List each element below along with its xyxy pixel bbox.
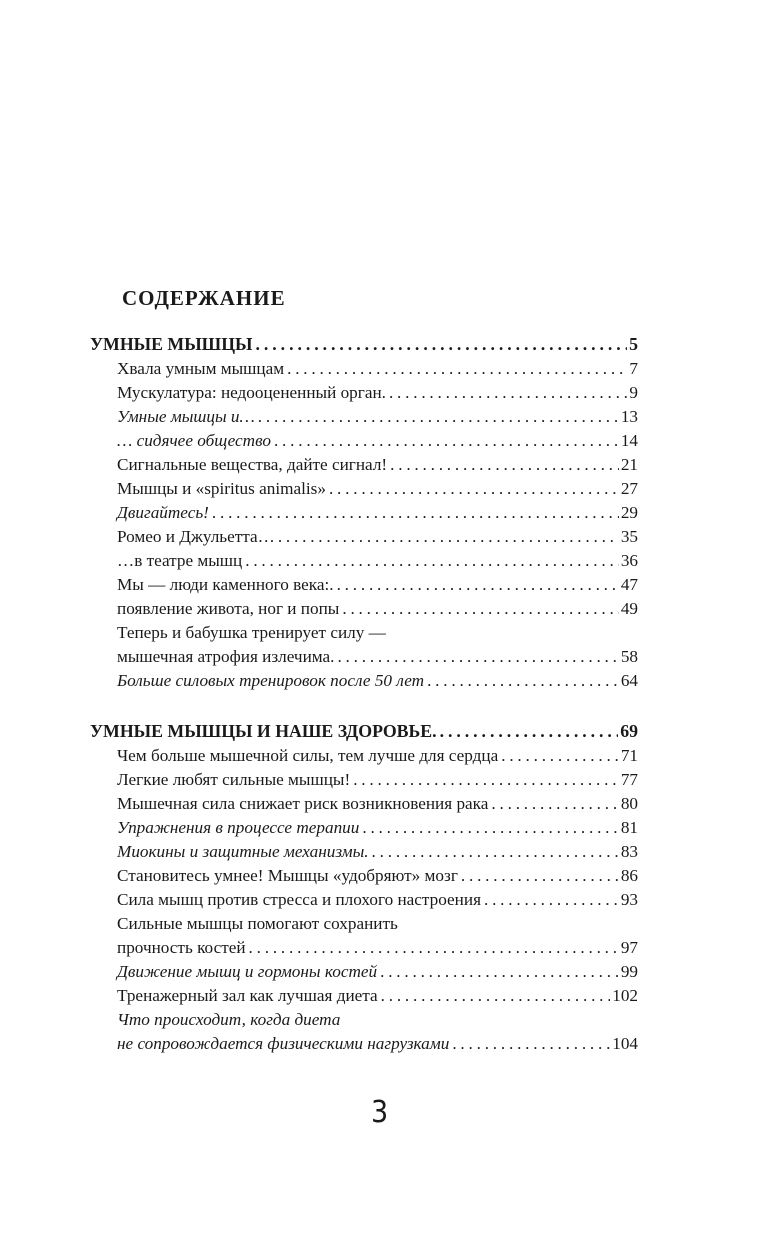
toc-entry-title: УМНЫЕ МЫШЦЫ	[90, 334, 253, 354]
toc-entry[interactable]	[90, 744, 638, 768]
toc-page-number: 58	[620, 647, 638, 666]
leader-dots	[278, 525, 619, 549]
toc-entry[interactable]	[90, 381, 638, 405]
page-number: 3	[370, 1095, 389, 1130]
toc-entry[interactable]	[90, 984, 638, 1008]
leader-dots	[256, 331, 628, 357]
toc-title: СОДЕРЖАНИЕ	[122, 286, 286, 310]
toc-entry-title: Миокины и защитные механизмы.	[117, 842, 369, 861]
toc-page-number: 81	[620, 818, 638, 837]
toc-entry[interactable]	[90, 621, 638, 645]
toc-entry[interactable]	[90, 501, 638, 525]
toc-entry-title: не сопровождается физическими нагрузками	[117, 1034, 450, 1053]
toc-entry-title: Мускулатура: недооцененный орган.	[117, 383, 386, 402]
toc-entry[interactable]	[90, 936, 638, 960]
leader-dots	[337, 645, 618, 669]
leader-dots	[390, 453, 619, 477]
leader-dots	[258, 405, 619, 429]
toc-page-number: 14	[620, 431, 638, 450]
leader-dots	[381, 984, 611, 1008]
toc-entry-title: Сигнальные вещества, дайте сигнал!	[117, 455, 388, 474]
leader-dots	[380, 960, 619, 984]
toc-page-number: 71	[620, 746, 638, 765]
toc-page-number: 102	[612, 986, 638, 1005]
toc-page-number: 93	[620, 890, 638, 909]
toc-entry[interactable]	[90, 1032, 638, 1056]
toc-page-number: 97	[620, 938, 638, 957]
toc-section[interactable]	[90, 718, 638, 744]
toc-entry[interactable]	[90, 1008, 638, 1032]
leader-dots	[389, 381, 627, 405]
toc-entry-title: Легкие любят сильные мышцы!	[117, 770, 351, 789]
toc-page-number: 80	[620, 794, 638, 813]
toc-entry-title: Теперь и бабушка тренирует силу —	[117, 623, 386, 642]
toc-page-number: 83	[620, 842, 638, 861]
toc-page-number: 104	[612, 1034, 638, 1053]
leader-dots	[461, 864, 619, 888]
toc-entry-title: Двигайтесь!	[117, 503, 209, 522]
leader-dots	[337, 573, 619, 597]
toc-page-number: 69	[620, 721, 638, 741]
toc-page-number: 27	[620, 479, 638, 498]
toc-entry[interactable]	[90, 429, 638, 453]
leader-dots	[484, 888, 619, 912]
toc-entry-title: Движение мышц и гормоны костей	[117, 962, 378, 981]
toc-page-number: 86	[620, 866, 638, 885]
toc-entry[interactable]	[90, 405, 638, 429]
toc-page-number: 13	[620, 407, 638, 426]
toc-page-number: 9	[629, 383, 638, 402]
toc-entry-title: …в театре мышц	[117, 551, 243, 570]
toc-entry-title: УМНЫЕ МЫШЦЫ И НАШЕ ЗДОРОВЬЕ.	[90, 721, 437, 741]
toc-page-number: 77	[620, 770, 638, 789]
leader-dots	[249, 936, 619, 960]
leader-dots	[212, 501, 619, 525]
toc-entry[interactable]	[90, 792, 638, 816]
leader-dots	[342, 597, 618, 621]
leader-dots	[245, 549, 619, 573]
toc-entry-title: Больше силовых тренировок после 50 лет	[117, 671, 425, 690]
toc-entry-title: Чем больше мышечной силы, тем лучше для сердца	[117, 746, 499, 765]
toc-entry-title: Сила мышц против стресса и плохого настроения	[117, 890, 481, 909]
toc-entry[interactable]	[90, 912, 638, 936]
leader-dots	[274, 429, 619, 453]
leader-dots	[501, 744, 619, 768]
toc-page-number: 21	[620, 455, 638, 474]
leader-dots	[362, 816, 618, 840]
toc-page-number: 35	[620, 527, 638, 546]
toc-entry[interactable]	[90, 453, 638, 477]
toc-entry-title: Мы — люди каменного века:.	[117, 575, 334, 594]
toc-entry[interactable]	[90, 768, 638, 792]
toc-entry[interactable]	[90, 477, 638, 501]
toc-entry-title: прочность костей	[117, 938, 246, 957]
toc-entry[interactable]	[90, 864, 638, 888]
toc-entry-title: Умные мышцы и…	[117, 407, 255, 426]
toc-entry-title: Упражнения в процессе терапии	[117, 818, 360, 837]
toc-entry[interactable]	[90, 960, 638, 984]
toc-page-number: 49	[620, 599, 638, 618]
toc-entry[interactable]	[90, 357, 638, 381]
toc-entry[interactable]	[90, 669, 638, 693]
toc-entry[interactable]	[90, 816, 638, 840]
toc-page-number: 99	[620, 962, 638, 981]
toc-entry[interactable]	[90, 525, 638, 549]
toc-entry[interactable]	[90, 549, 638, 573]
toc-entry-title: мышечная атрофия излечима.	[117, 647, 335, 666]
toc-section[interactable]	[90, 331, 638, 357]
toc-entry[interactable]	[90, 888, 638, 912]
leader-dots	[329, 477, 619, 501]
leader-dots	[372, 840, 619, 864]
toc-part-2	[90, 718, 638, 1056]
toc-entry[interactable]	[90, 840, 638, 864]
toc-page-number: 7	[629, 359, 638, 378]
toc-page-number: 5	[629, 334, 638, 354]
toc-entry-title: Становитесь умнее! Мышцы «удобряют» мозг	[117, 866, 458, 885]
leader-dots	[440, 718, 619, 744]
leader-dots	[427, 669, 619, 693]
toc-entry-title: Сильные мышцы помогают сохранить	[117, 914, 398, 933]
toc-entry-title: Мышцы и «spiritus animalis»	[117, 479, 326, 498]
leader-dots	[353, 768, 619, 792]
toc-entry-title: Мышечная сила снижает риск возникновения рака	[117, 794, 489, 813]
toc-page-number: 29	[620, 503, 638, 522]
toc-entry-title: Хвала умным мышцам	[117, 359, 285, 378]
toc-entry-title: появление живота, ног и попы	[117, 599, 340, 618]
toc-page-number: 64	[620, 671, 638, 690]
toc-page-number: 36	[620, 551, 638, 570]
toc-entry-title: Ромео и Джульетта…	[117, 527, 275, 546]
leader-dots	[491, 792, 618, 816]
toc-entry-title: Тренажерный зал как лучшая диета	[117, 986, 378, 1005]
toc-entry[interactable]	[90, 573, 638, 597]
leader-dots	[452, 1032, 610, 1056]
toc-part-1	[90, 331, 638, 693]
toc-entry[interactable]	[90, 645, 638, 669]
toc-entry-title: Что происходит, когда диета	[117, 1010, 341, 1029]
toc-page-number: 47	[620, 575, 638, 594]
toc-entry[interactable]	[90, 597, 638, 621]
toc-entry-title: … сидячее общество	[117, 431, 271, 450]
leader-dots	[287, 357, 627, 381]
